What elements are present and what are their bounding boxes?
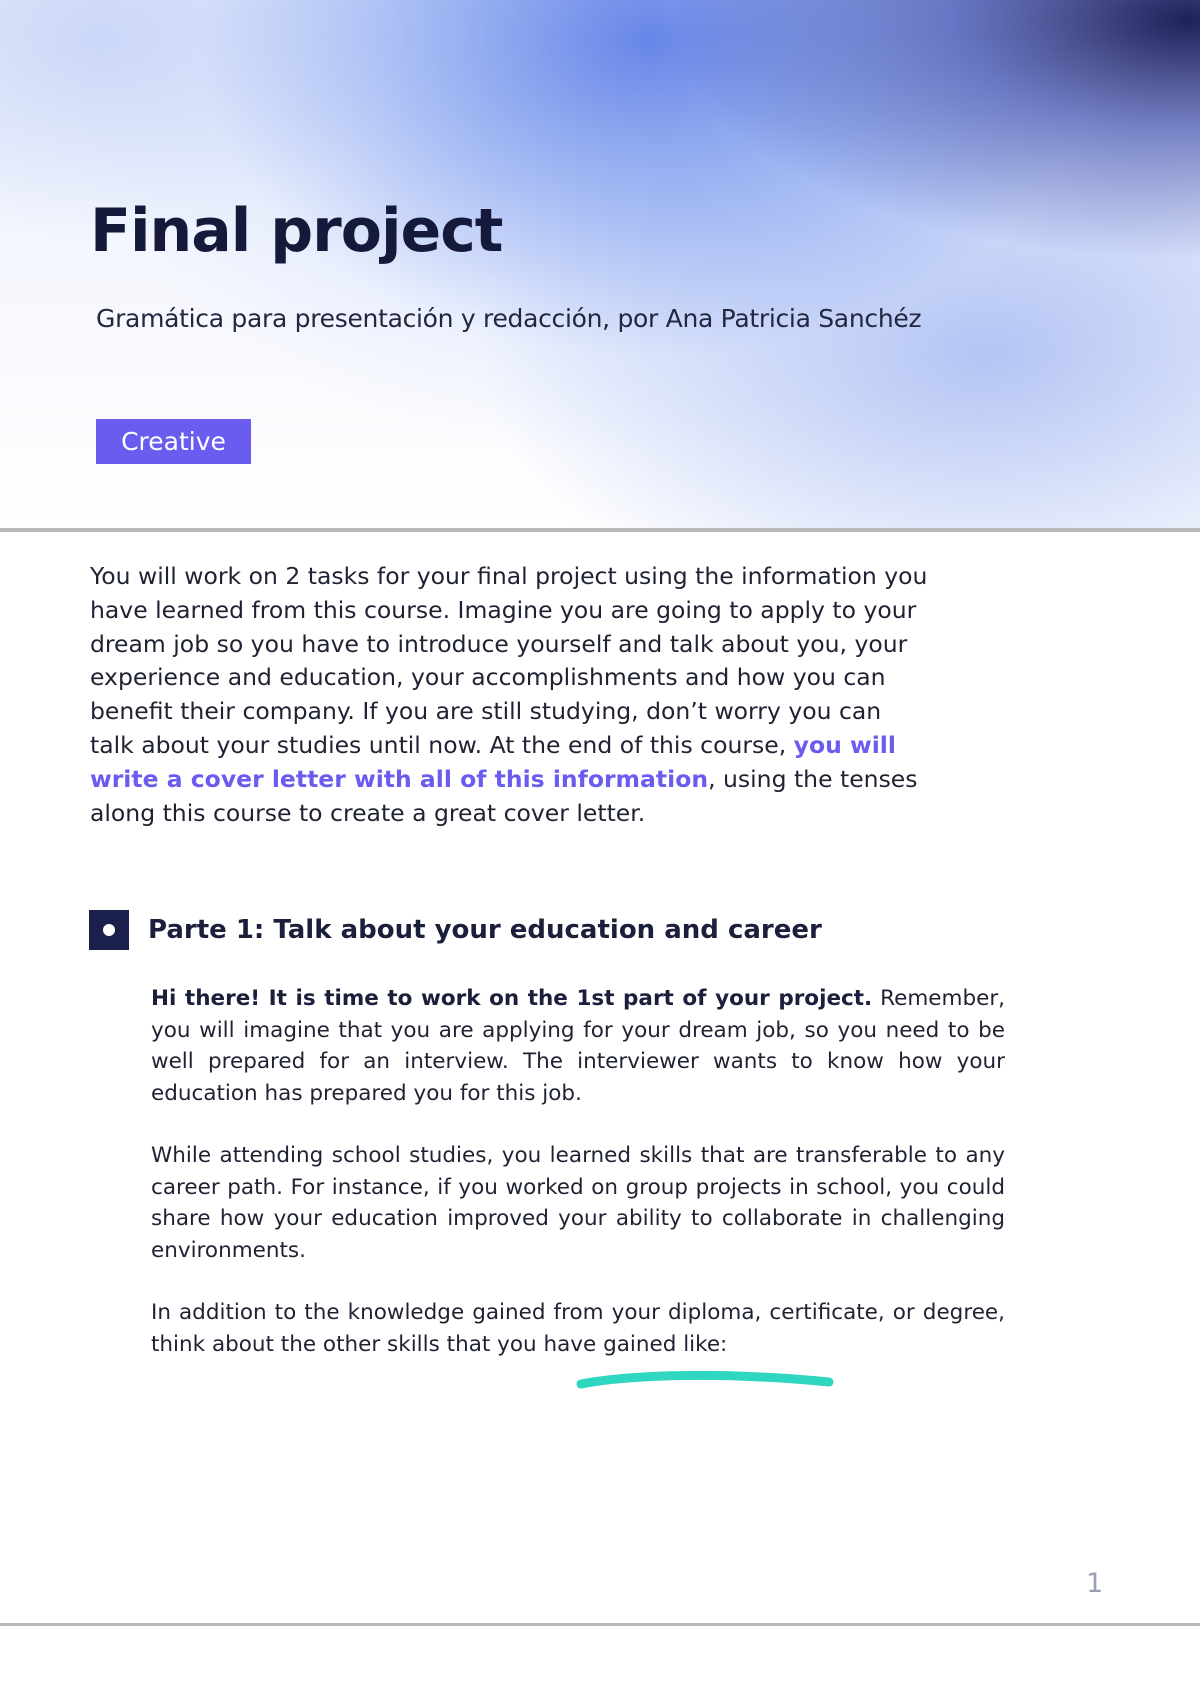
header-banner (0, 0, 1200, 528)
paragraph-1-text: Remember, you will imagine that you are applying for your dream job, so you need to be well prepared for an interview. The interviewer wants to know how your education has prepared you for this job. (151, 986, 1006, 1106)
page-number: 1 (1086, 1568, 1104, 1599)
intro-text-end: , using the tenses along this course to create a great cover letter. (90, 764, 918, 827)
section-paragraph-3: In addition to the knowledge gained from your diploma, certificate, or degree, think about the other skills that you have gained like: (151, 1300, 1005, 1357)
intro-paragraph (90, 560, 930, 830)
category-tag: Creative (96, 419, 251, 464)
section-title: Parte 1: Talk about your education and career (148, 915, 822, 945)
highlighter-stroke-decoration (575, 1370, 835, 1392)
intro-highlight: you will write a cover letter with all of this information (90, 730, 896, 793)
section-bullet-icon (89, 910, 129, 950)
paragraph-1-bold-lead: Hi there! It is time to work on the 1st part of your project. (151, 986, 873, 1011)
footer-divider (0, 1623, 1200, 1626)
section-paragraph-1 (151, 983, 1005, 1109)
bullet-dot (103, 924, 115, 936)
page-title: Final project (90, 196, 503, 266)
header-divider (0, 528, 1200, 532)
section-paragraph-2: While attending school studies, you learned skills that are transferable to any career path. For instance, if you worked on group projects in school, you could share how your education improved your ability to collaborate in challenging environments. (151, 1143, 1005, 1263)
intro-text-start: You will work on 2 tasks for your final project using the information you have learned from this course. Imagine you are going to apply to your dream job so you have to introduce yourself and talk about you, your experience and education, your accomplishments and how you can benefit their company. If you are still studying, don’t worry you can talk about your studies until now. At the end of this course, (90, 562, 928, 759)
page-subtitle: Gramática para presentación y redacción, por Ana Patricia Sanchéz (96, 304, 922, 333)
